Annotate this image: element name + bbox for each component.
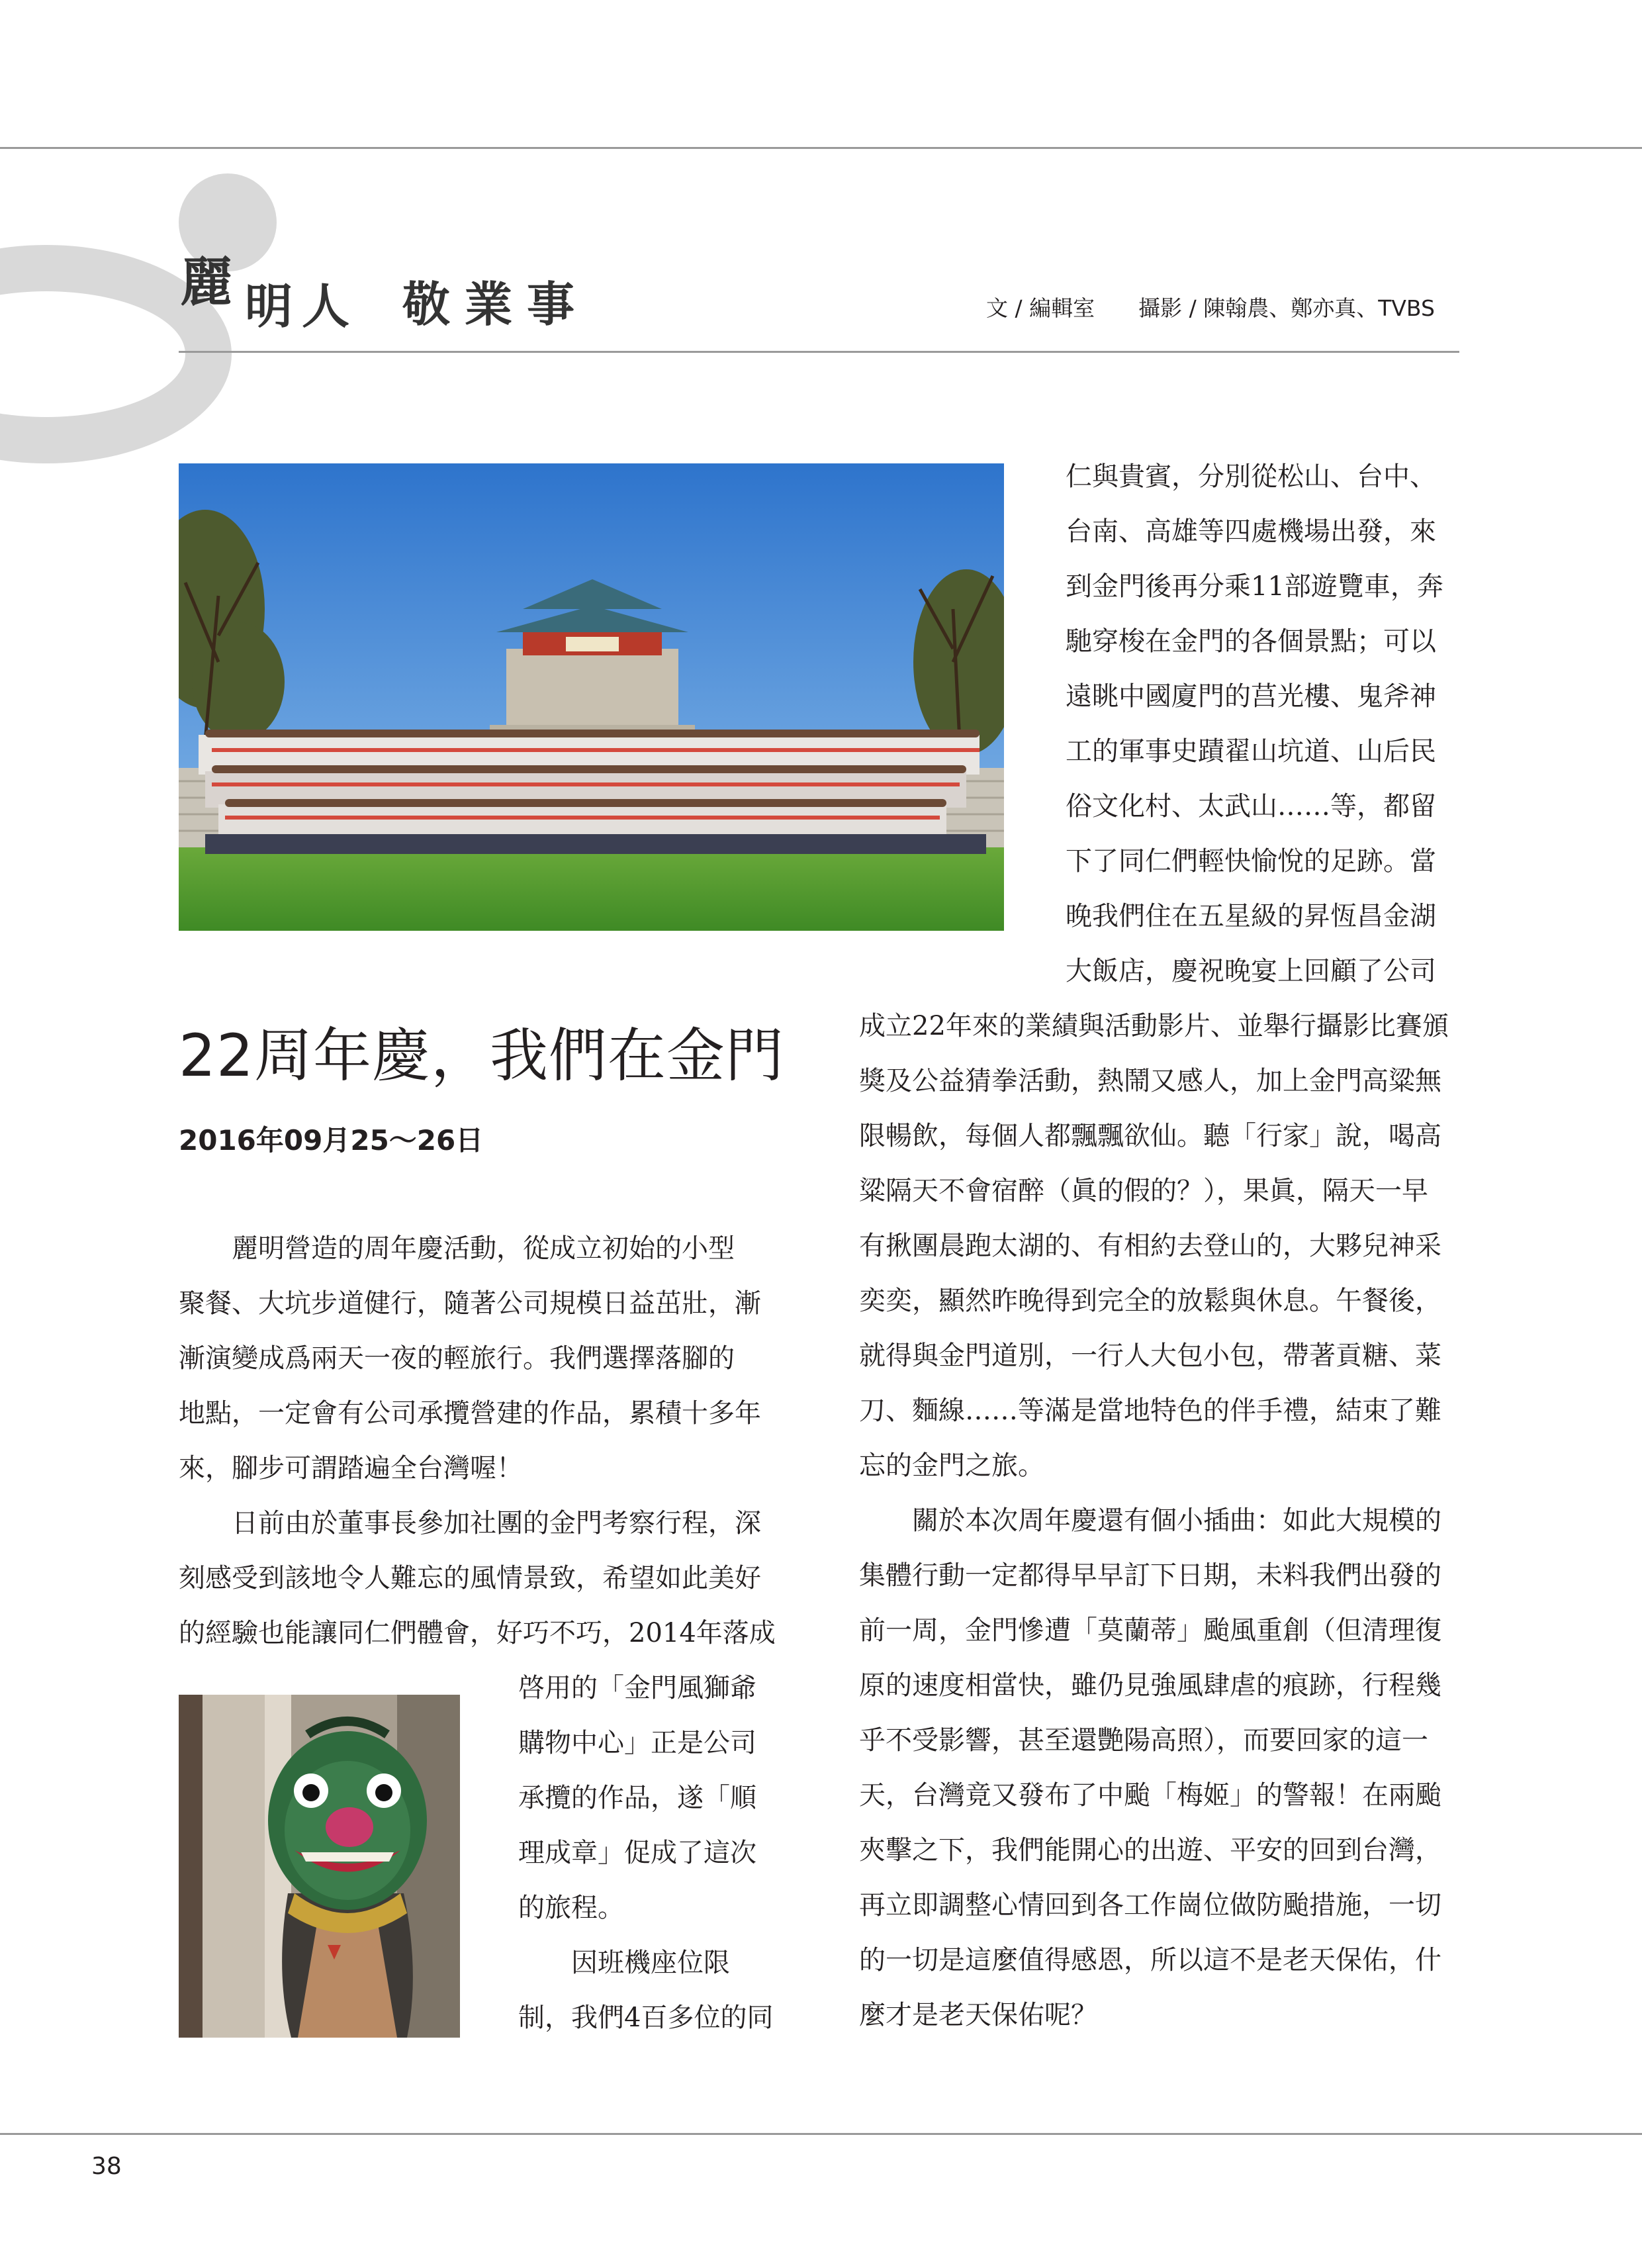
bottom-rule — [0, 2133, 1642, 2135]
body-line: 獎及公益猜拳活動，熱鬧又感人，加上金門高粱無 — [859, 1066, 1441, 1096]
body-line: 的經驗也能讓同仁們體會，好巧不巧，2014年落成 — [179, 1618, 776, 1648]
body-line: 承攬的作品，遂「順 — [518, 1783, 756, 1813]
body-line: 集體行動一定都得早早訂下日期，未料我們出發的 — [859, 1560, 1441, 1591]
body-line: 日前由於董事長參加社團的金門考察行程，深 — [179, 1508, 761, 1538]
body-line: 就得與金門道別，一行人大包小包，帶著貢糖、菜 — [859, 1341, 1441, 1371]
body-line: 麗明營造的周年慶活動，從成立初始的小型 — [179, 1233, 735, 1264]
body-line: 理成章」促成了這次 — [518, 1838, 756, 1868]
wind-lion-photo — [179, 1695, 460, 2038]
body-line: 俗文化村、太武山……等，都留 — [1066, 791, 1436, 822]
body-line: 粱隔天不會宿醉（眞的假的？），果眞，隔天一早 — [859, 1176, 1428, 1206]
body-line: 馳穿梭在金門的各個景點；可以 — [1066, 626, 1436, 657]
body-line: 購物中心」正是公司 — [518, 1728, 756, 1758]
body-line: 再立即調整心情回到各工作崗位做防颱措施，一切 — [859, 1890, 1441, 1920]
body-line: 奕奕，顯然昨晚得到完全的放鬆與休息。午餐後， — [859, 1286, 1441, 1316]
body-line: 台南、高雄等四處機場出發，來 — [1066, 516, 1436, 547]
body-line: 啓用的「金門風獅爺 — [518, 1673, 756, 1703]
body-line: 漸演變成爲兩天一夜的輕旅行。我們選擇落腳的 — [179, 1343, 735, 1374]
body-line: 忘的金門之旅。 — [859, 1450, 1044, 1481]
body-line: 有揪團晨跑太湖的、有相約去登山的，大夥兒神采 — [859, 1231, 1441, 1261]
body-line: 因班機座位限 — [518, 1948, 730, 1978]
article-credit: 文 / 編輯室 攝影 / 陳翰農、鄭亦真、TVBS — [986, 295, 1435, 321]
body-line: 制，我們4百多位的同 — [518, 2003, 774, 2033]
body-line: 刀、麵線……等滿是當地特色的伴手禮，結束了難 — [859, 1395, 1441, 1426]
body-line: 原的速度相當快，雖仍見強風肆虐的痕跡，行程幾 — [859, 1670, 1441, 1701]
column-title-char-1: 麗 — [180, 251, 233, 313]
body-line: 成立22年來的業績與活動影片、並舉行攝影比賽頒 — [859, 1011, 1449, 1041]
body-line: 下了同仁們輕快愉悅的足跡。當 — [1066, 846, 1436, 876]
column-title-char-2: 明人 — [245, 278, 359, 334]
body-line: 限暢飲，每個人都飄飄欲仙。聽「行家」說，喝高 — [859, 1121, 1441, 1151]
body-line: 大飯店，慶祝晚宴上回顧了公司 — [1066, 956, 1436, 986]
body-line: 刻感受到該地令人難忘的風情景致，希望如此美好 — [179, 1563, 761, 1593]
body-line: 晚我們住在五星級的昇恆昌金湖 — [1066, 901, 1436, 931]
body-line: 仁與貴賓，分別從松山、台中、 — [1066, 461, 1436, 492]
body-line: 關於本次周年慶還有個小插曲：如此大規模的 — [859, 1505, 1441, 1536]
column-title-char-3: 敬業事 — [402, 276, 590, 332]
article-title: 22周年慶，我們在金門 — [179, 1021, 784, 1090]
body-line: 天，台灣竟又發布了中颱「梅姬」的警報！在兩颱 — [859, 1780, 1441, 1811]
body-line: 到金門後再分乘11部遊覽車，奔 — [1066, 571, 1443, 602]
body-line: 前一周，金門慘遭「莫蘭蒂」颱風重創（但清理復 — [859, 1615, 1441, 1646]
group-photo — [179, 463, 1004, 931]
body-line: 地點，一定會有公司承攬營建的作品，累積十多年 — [179, 1398, 761, 1429]
header-rule — [179, 351, 1459, 353]
body-line: 的一切是這麼值得感恩，所以這不是老天保佑，什 — [859, 1945, 1441, 1975]
body-line: 夾擊之下，我們能開心的出遊、平安的回到台灣， — [859, 1835, 1441, 1866]
body-line: 聚餐、大坑步道健行，隨著公司規模日益茁壯，漸 — [179, 1288, 761, 1319]
page-number: 38 — [91, 2153, 122, 2180]
body-line: 遠眺中國廈門的莒光樓、鬼斧神 — [1066, 681, 1436, 712]
top-rule — [0, 147, 1642, 149]
body-line: 麼才是老天保佑呢？ — [859, 2000, 1097, 2030]
body-line: 來，腳步可謂踏遍全台灣喔！ — [179, 1453, 523, 1484]
body-line: 的旅程。 — [518, 1893, 624, 1923]
article-date: 2016年09月25～26日 — [179, 1124, 484, 1157]
body-line: 工的軍事史蹟翟山坑道、山后民 — [1066, 736, 1436, 767]
body-line: 乎不受影響，甚至還艷陽高照），而要回家的這一 — [859, 1725, 1428, 1756]
